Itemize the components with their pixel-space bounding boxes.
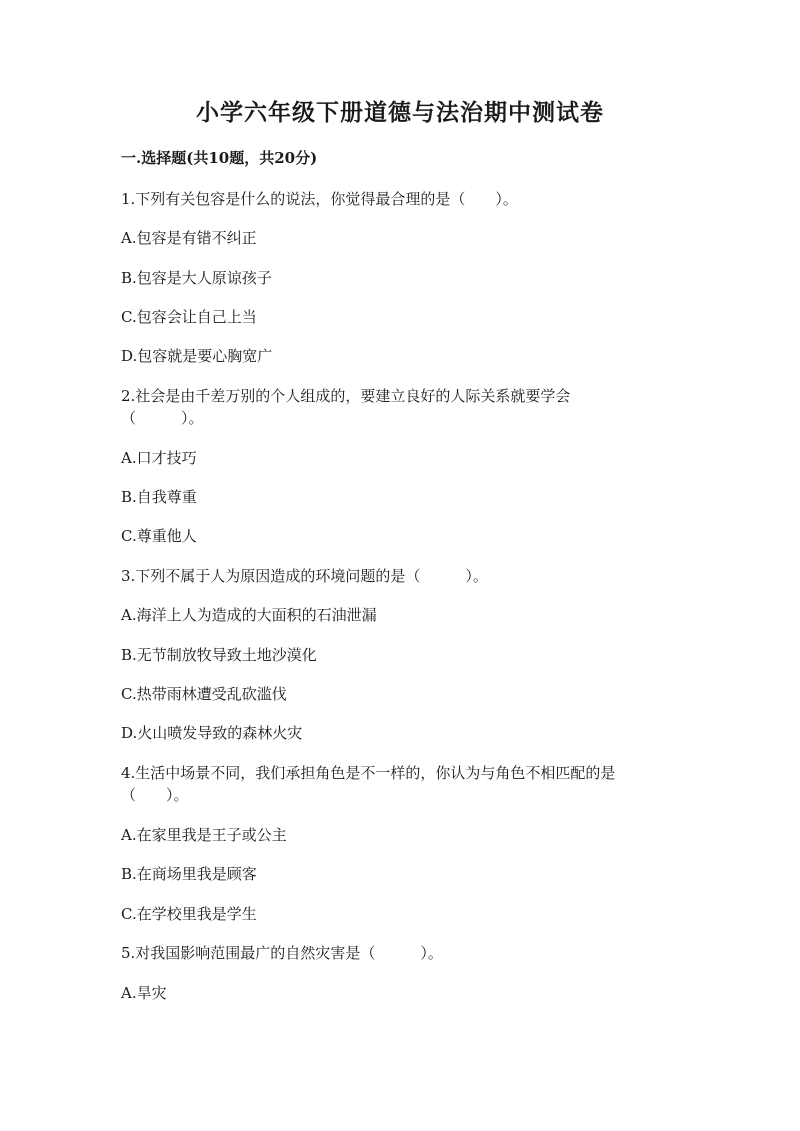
question-4-option-c: C.在学校里我是学生 xyxy=(121,905,257,923)
question-4-option-a: A.在家里我是王子或公主 xyxy=(121,826,287,844)
question-2-option-c: C.尊重他人 xyxy=(121,527,197,545)
question-2-option-b: B.自我尊重 xyxy=(121,488,197,506)
question-1-option-a: A.包容是有错不纠正 xyxy=(121,229,257,247)
section-heading: 一.选择题(共10题，共20分) xyxy=(121,149,318,167)
question-1-option-d: D.包容就是要心胸宽广 xyxy=(121,347,273,365)
page-title: 小学六年级下册道德与法治期中测试卷 xyxy=(196,99,604,126)
question-3-option-b: B.无节制放牧导致土地沙漠化 xyxy=(121,646,317,664)
question-2-stem-cont: （ ）。 xyxy=(121,409,204,427)
question-3-stem: 3.下列不属于人为原因造成的环境问题的是（ ）。 xyxy=(121,567,488,585)
question-1-stem: 1.下列有关包容是什么的说法，你觉得最合理的是（ ）。 xyxy=(121,190,518,208)
question-3-option-c: C.热带雨林遭受乱砍滥伐 xyxy=(121,685,287,703)
question-5-stem: 5.对我国影响范围最广的自然灾害是（ ）。 xyxy=(121,944,443,962)
question-4-stem-cont: （ ）。 xyxy=(121,786,189,804)
question-1-option-b: B.包容是大人原谅孩子 xyxy=(121,269,272,287)
question-5-option-a: A.旱灾 xyxy=(121,984,167,1002)
question-2-stem: 2.社会是由千差万别的个人组成的，要建立良好的人际关系就要学会 xyxy=(121,387,571,405)
question-4-stem: 4.生活中场景不同，我们承担角色是不一样的，你认为与角色不相匹配的是 xyxy=(121,764,616,782)
question-2-option-a: A.口才技巧 xyxy=(121,449,197,467)
question-4-option-b: B.在商场里我是顾客 xyxy=(121,865,257,883)
question-3-option-d: D.火山喷发导致的森林火灾 xyxy=(121,724,303,742)
question-3-option-a: A.海洋上人为造成的大面积的石油泄漏 xyxy=(121,606,377,624)
question-1-option-c: C.包容会让自己上当 xyxy=(121,308,257,326)
